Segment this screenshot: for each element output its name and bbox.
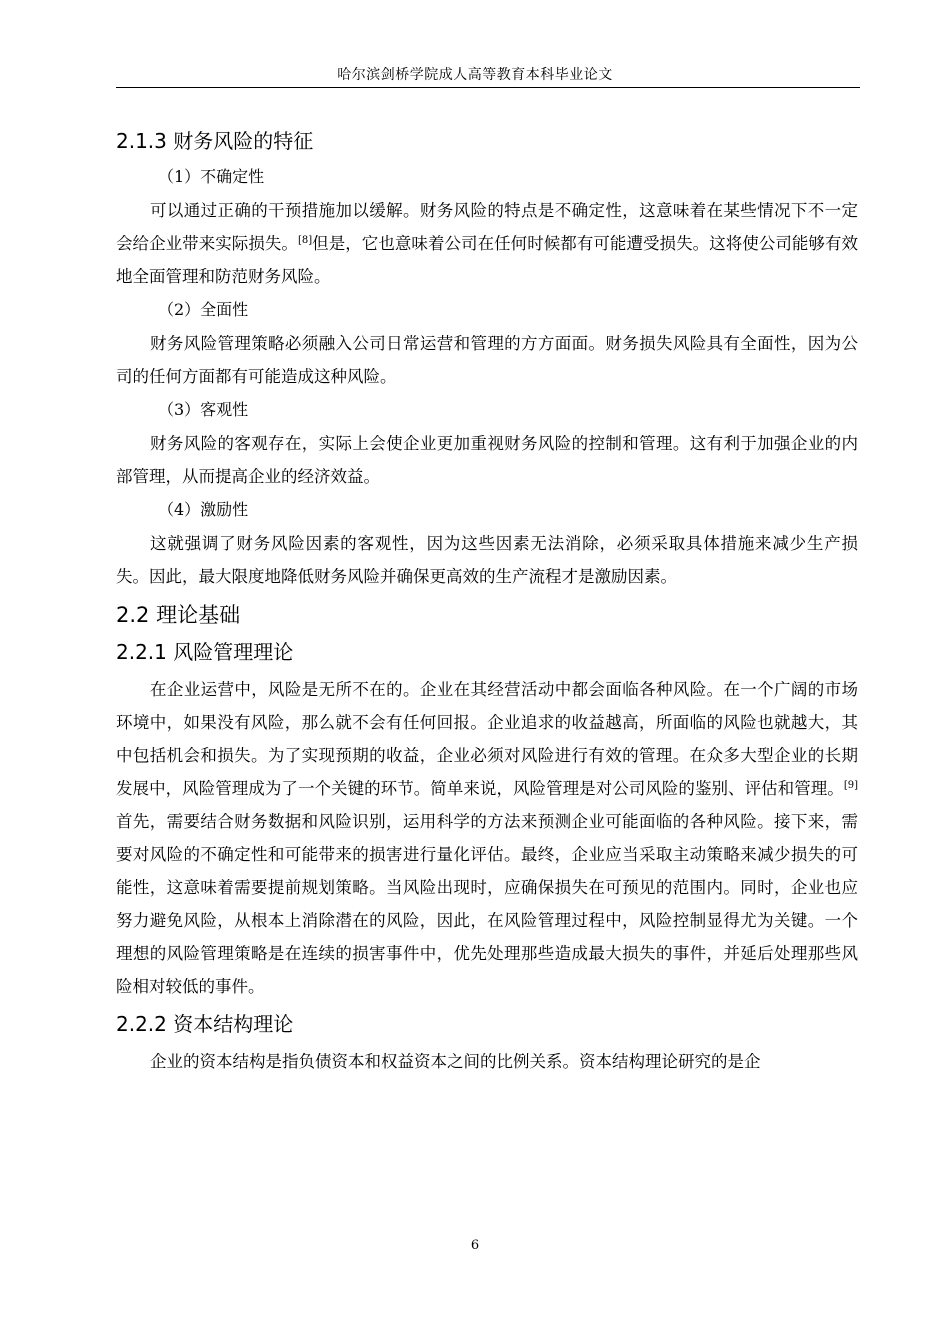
- list-item-uncertainty: （1）不确定性: [158, 167, 265, 186]
- paragraph-capital-structure: 企业的资本结构是指负债资本和权益资本之间的比例关系。资本结构理论研究的是企: [150, 1052, 761, 1071]
- header-divider: [116, 87, 860, 88]
- list-item-incentive: （4）激励性: [158, 500, 249, 519]
- section-heading-2-1-3: 2.1.3 财务风险的特征: [116, 129, 314, 153]
- paragraph-text: 首先，需要结合财务数据和风险识别，运用科学的方法来预测企业可能面临的各种风险。接下来，需要对风险的不确定性和可能带来的损害进行量化评估。最终，企业应当采取主动策略来减少损失的可能性，这意味着需要提前规划策略。当风险出现时，应确保损失在可预见的范围内。同时，企业也应努力避免风险，从根本上消除潜在的风险，因此，在风险管理过程中，风险控制显得尤为关键。一个理想的风险管理策略是在连续的损害事件中，优先处理那些造成最大损失的事件，并延后处理那些风险相对较低的事件。: [116, 812, 858, 996]
- paragraph-comprehensiveness: 财务风险管理策略必须融入公司日常运营和管理的方方面面。财务损失风险具有全面性，因为公司的任何方面都有可能造成这种风险。: [116, 334, 858, 386]
- section-heading-2-2: 2.2 理论基础: [116, 603, 241, 627]
- paragraph-uncertainty: [116, 194, 858, 293]
- section-heading-2-2-1: 2.2.1 风险管理理论: [116, 640, 294, 664]
- paragraph-text: 在企业运营中，风险是无所不在的。企业在其经营活动中都会面临各种风险。在一个广阔的市场环境中，如果没有风险，那么就不会有任何回报。企业追求的收益越高，所面临的风险也就越大，其中包括机会和损失。为了实现预期的收益，企业必须对风险进行有效的管理。在众多大型企业的长期发展中，风险管理成为了一个关键的环节。简单来说，风险管理是对公司风险的鉴别、评估和管理。: [116, 680, 858, 798]
- page-number: 6: [470, 1238, 480, 1253]
- paragraph-incentive: 这就强调了财务风险因素的客观性，因为这些因素无法消除，必须采取具体措施来减少生产损失。因此，最大限度地降低财务风险并确保更高效的生产流程才是激励因素。: [116, 534, 858, 586]
- paragraph-risk-management: [116, 673, 858, 1003]
- paragraph-objectivity: 财务风险的客观存在，实际上会使企业更加重视财务风险的控制和管理。这有利于加强企业的内部管理，从而提高企业的经济效益。: [116, 434, 858, 486]
- paragraph-text: 但是，它也意味着公司在任何时候都有可能遭受损失。这将使公司能够有效地全面管理和防范财务风险。: [116, 234, 859, 286]
- citation-ref: [9]: [843, 780, 858, 791]
- citation-ref: [8]: [297, 235, 313, 246]
- document-body: [116, 120, 858, 1078]
- list-item-comprehensiveness: （2）全面性: [158, 300, 249, 319]
- section-heading-2-2-2: 2.2.2 资本结构理论: [116, 1012, 294, 1036]
- running-header: 哈尔滨剑桥学院成人高等教育本科毕业论文: [337, 67, 613, 83]
- list-item-objectivity: （3）客观性: [158, 400, 249, 419]
- paragraph-text: 可以通过正确的干预措施加以缓解。财务风险的特点是不确定性，这意味着在某些情况下不一定会给企业带来实际损失。: [116, 201, 858, 253]
